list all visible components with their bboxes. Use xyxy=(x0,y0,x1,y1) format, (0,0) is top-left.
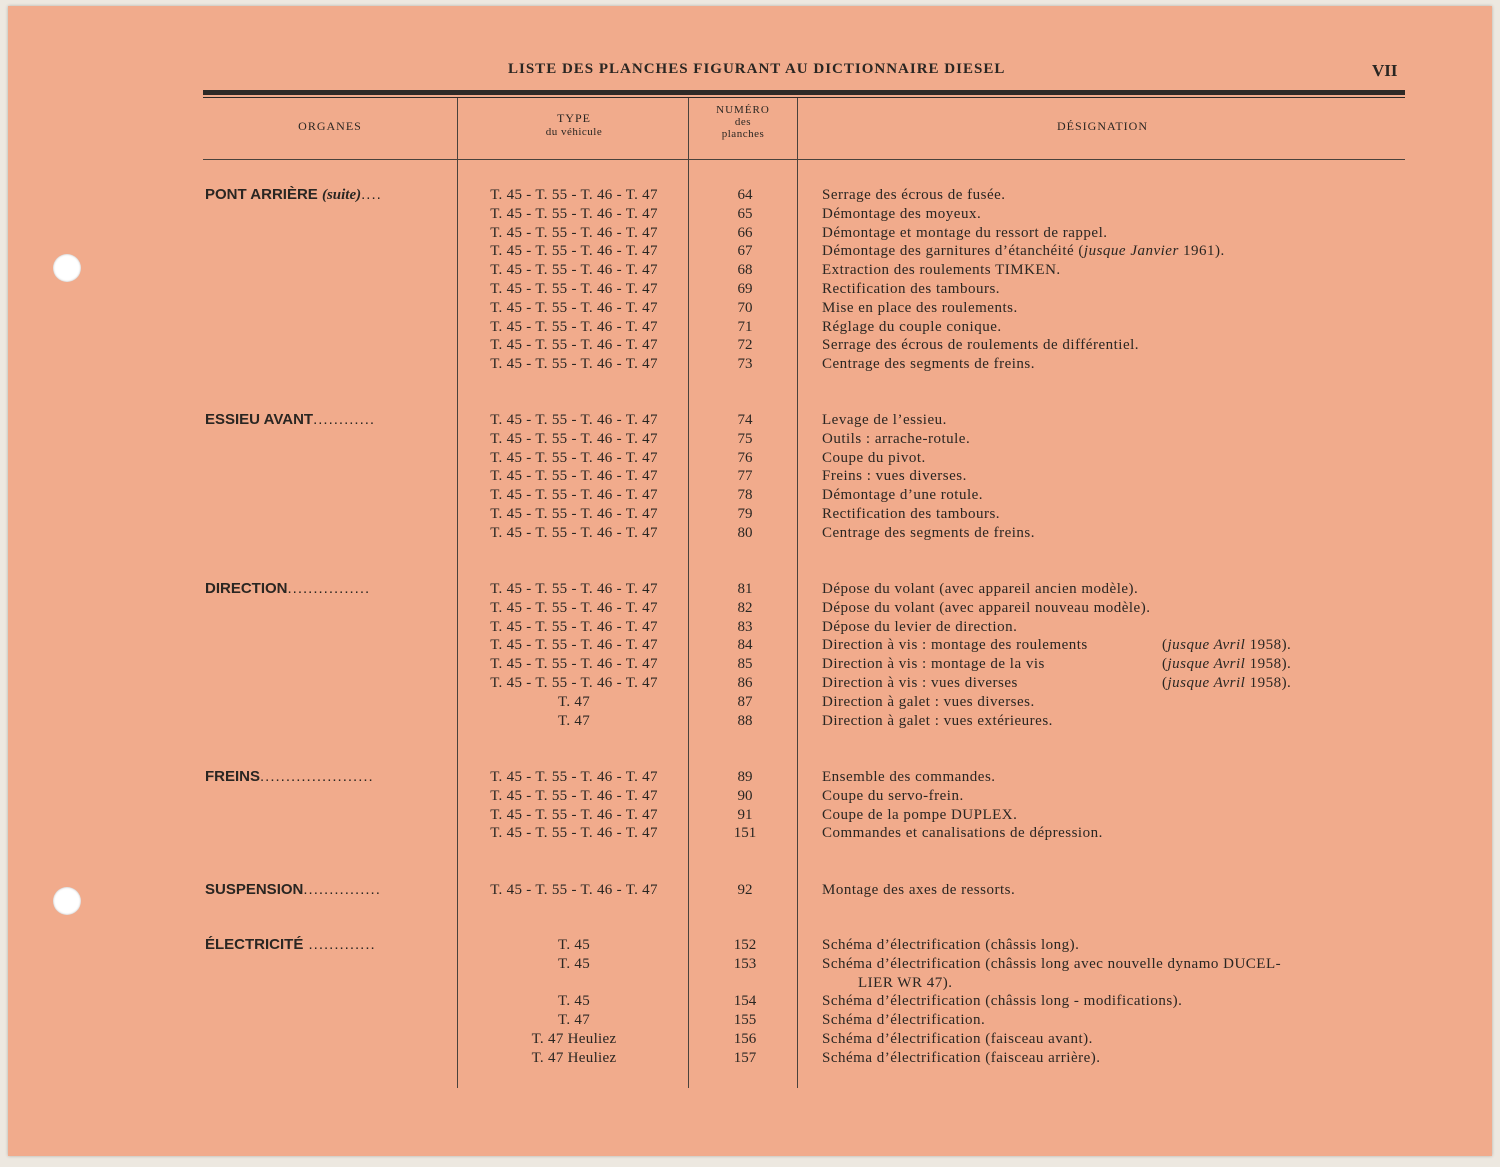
note-end: 1958). xyxy=(1245,637,1292,654)
organe-name: FREINS xyxy=(205,768,261,785)
planche-number: 69 xyxy=(737,281,753,297)
leader-dots: ............ xyxy=(313,411,376,428)
note-open: ( xyxy=(1162,656,1168,673)
designation: Direction à galet : vues diverses. xyxy=(822,693,1035,710)
vehicle-type: T. 45 - T. 55 - T. 46 - T. 47 xyxy=(490,618,658,635)
planche-number: 91 xyxy=(737,806,753,823)
planche-number: 78 xyxy=(737,487,753,504)
planche-number: 90 xyxy=(737,787,753,804)
designation: Levage de l’essieu. xyxy=(822,412,947,428)
designation: Rectification des tambours. xyxy=(822,281,1001,297)
planche-number: 88 xyxy=(737,712,753,729)
column-header-numero: NUMÉRO des planches xyxy=(716,104,770,140)
planche-number: 67 xyxy=(737,243,753,260)
note-italic: jusque Avril xyxy=(1167,656,1246,673)
table-row xyxy=(0,806,1500,825)
planche-number: 77 xyxy=(737,468,753,485)
vehicle-type: T. 45 - T. 55 - T. 46 - T. 47 xyxy=(490,262,658,279)
designation: Démontage d’une rotule. xyxy=(822,487,984,504)
designation: Direction à vis : vues diverses xyxy=(822,675,1018,691)
designation: Schéma d’électrification. xyxy=(822,1012,986,1029)
vehicle-type: T. 45 - T. 55 - T. 46 - T. 47 xyxy=(490,224,658,241)
organe-name: ESSIEU AVANT xyxy=(205,411,314,428)
vehicle-type: T. 45 - T. 55 - T. 46 - T. 47 xyxy=(490,637,658,654)
designation: Direction à galet : vues extérieures. xyxy=(822,712,1053,729)
table-row xyxy=(0,1049,1500,1068)
table-row xyxy=(0,824,1500,843)
vehicle-type: T. 45 - T. 55 - T. 46 - T. 47 xyxy=(490,675,658,691)
table-row xyxy=(0,186,1500,205)
vehicle-type: T. 45 - T. 55 - T. 46 - T. 47 xyxy=(490,281,658,297)
designation-continuation: LIER WR 47). xyxy=(858,974,953,991)
vehicle-type: T. 45 - T. 55 - T. 46 - T. 47 xyxy=(490,487,658,504)
designation: Démontage et montage du ressort de rappel. xyxy=(822,224,1108,241)
page-title: LISTE DES PLANCHES FIGURANT AU DICTIONNAIRE DIESEL xyxy=(508,61,1006,77)
vehicle-type: T. 45 - T. 55 - T. 46 - T. 47 xyxy=(490,412,658,428)
designation: Ensemble des commandes. xyxy=(822,769,996,785)
planche-number: 79 xyxy=(737,506,753,522)
designation: Centrage des segments de freins. xyxy=(822,524,1036,541)
table-row xyxy=(0,618,1500,637)
designation: Montage des axes de ressorts. xyxy=(822,882,1016,898)
date-note xyxy=(1162,636,1291,655)
vehicle-type: T. 45 xyxy=(557,937,591,953)
leader-dots: .... xyxy=(361,186,382,203)
planche-number: 154 xyxy=(733,993,757,1010)
planche-number: 64 xyxy=(737,187,753,203)
leader-dots: ................ xyxy=(287,580,371,597)
designation: Schéma d’électrification (châssis long - modifications). xyxy=(822,993,1183,1010)
note-italic: jusque Janvier xyxy=(1083,243,1179,260)
table-row xyxy=(0,936,1500,955)
vehicle-type: T. 47 xyxy=(557,1012,591,1029)
table-row xyxy=(0,205,1500,224)
planche-number: 68 xyxy=(737,262,753,279)
organe-name: DIRECTION xyxy=(205,580,288,597)
vehicle-type: T. 45 - T. 55 - T. 46 - T. 47 xyxy=(490,318,658,335)
vehicle-type: T. 47 Heuliez xyxy=(531,1031,617,1047)
planche-number: 80 xyxy=(737,524,753,541)
table-row xyxy=(0,768,1500,787)
planche-number: 153 xyxy=(733,955,757,972)
vehicle-type: T. 45 - T. 55 - T. 46 - T. 47 xyxy=(490,430,658,447)
table-row xyxy=(0,881,1500,900)
column-header-organes: ORGANES xyxy=(298,119,362,133)
table-row xyxy=(0,224,1500,243)
planche-number: 76 xyxy=(737,449,753,466)
vehicle-type: T. 45 - T. 55 - T. 46 - T. 47 xyxy=(490,205,658,222)
designation: Dépose du volant (avec appareil ancien modèle). xyxy=(822,581,1139,597)
table-row xyxy=(0,318,1500,337)
vehicle-type: T. 47 xyxy=(557,693,591,710)
table-row xyxy=(0,336,1500,355)
table-row xyxy=(0,1011,1500,1030)
table-row xyxy=(0,693,1500,712)
vehicle-type: T. 45 - T. 55 - T. 46 - T. 47 xyxy=(490,769,658,785)
note-end: 1961). xyxy=(1178,243,1225,260)
header-rule-thin xyxy=(203,97,1405,98)
planche-number: 84 xyxy=(737,637,753,654)
column-header-rule xyxy=(203,159,1405,160)
table-row xyxy=(0,787,1500,806)
vehicle-type: T. 47 Heuliez xyxy=(531,1049,617,1066)
note-open: ( xyxy=(1162,637,1168,654)
table-row xyxy=(0,674,1500,693)
vehicle-type: T. 45 - T. 55 - T. 46 - T. 47 xyxy=(490,581,658,597)
planche-number: 66 xyxy=(737,224,753,241)
designation: Commandes et canalisations de dépression. xyxy=(822,825,1103,842)
planche-number: 71 xyxy=(737,318,753,335)
table-row xyxy=(0,712,1500,731)
table-row xyxy=(0,955,1500,974)
vehicle-type: T. 45 - T. 55 - T. 46 - T. 47 xyxy=(490,656,658,673)
designation: Rectification des tambours. xyxy=(822,506,1001,522)
designation: Serrage des écrous de fusée. xyxy=(822,187,1006,203)
designation: Coupe de la pompe DUPLEX. xyxy=(822,806,1018,823)
designation: Réglage du couple conique. xyxy=(822,318,1002,335)
designation: Direction à vis : montage des roulements xyxy=(822,637,1088,654)
vehicle-type: T. 45 - T. 55 - T. 46 - T. 47 xyxy=(490,356,658,373)
date-note xyxy=(1162,674,1291,693)
planche-number: 70 xyxy=(737,299,753,316)
table-row xyxy=(0,599,1500,618)
table-row xyxy=(0,992,1500,1011)
vehicle-type: T. 45 - T. 55 - T. 46 - T. 47 xyxy=(490,599,658,616)
note-italic: jusque Avril xyxy=(1167,675,1246,691)
leader-dots: ............... xyxy=(303,881,381,898)
header-rule-thick xyxy=(203,90,1405,95)
table-row xyxy=(0,580,1500,599)
planche-number: 157 xyxy=(733,1049,757,1066)
note-end: 1958). xyxy=(1245,675,1292,691)
table-row xyxy=(0,524,1500,543)
page-number: VII xyxy=(1372,61,1398,80)
table-row xyxy=(0,1030,1500,1049)
designation: Schéma d’électrification (faisceau avant). xyxy=(822,1031,1093,1047)
vehicle-type: T. 45 - T. 55 - T. 46 - T. 47 xyxy=(490,243,658,260)
designation: Dépose du volant (avec appareil nouveau modèle). xyxy=(822,599,1151,616)
vehicle-type: T. 45 - T. 55 - T. 46 - T. 47 xyxy=(490,449,658,466)
note-end: 1958). xyxy=(1245,656,1292,673)
designation: Serrage des écrous de roulements de différentiel. xyxy=(822,337,1140,354)
vehicle-type: T. 45 xyxy=(557,955,591,972)
note-italic: jusque Avril xyxy=(1167,637,1246,654)
leader-dots: ............. xyxy=(303,936,376,953)
table-row xyxy=(0,505,1500,524)
designation: Centrage des segments de freins. xyxy=(822,356,1036,373)
designation: Démontage des garnitures d’étanchéité (jusque Janvier 1961). xyxy=(822,243,1225,260)
vehicle-type: T. 45 - T. 55 - T. 46 - T. 47 xyxy=(490,187,658,203)
table-row xyxy=(0,299,1500,318)
planche-number: 73 xyxy=(737,356,753,373)
table-row xyxy=(0,430,1500,449)
vehicle-type: T. 45 - T. 55 - T. 46 - T. 47 xyxy=(490,524,658,541)
designation: Direction à vis : montage de la vis xyxy=(822,656,1045,673)
organe-name: ÉLECTRICITÉ xyxy=(205,936,304,953)
table-row xyxy=(0,280,1500,299)
vehicle-type: T. 45 xyxy=(557,993,591,1010)
organe-name: PONT ARRIÈRE xyxy=(205,186,318,203)
table-row xyxy=(0,467,1500,486)
planche-number: 82 xyxy=(737,599,753,616)
vehicle-type: T. 45 - T. 55 - T. 46 - T. 47 xyxy=(490,806,658,823)
planche-number: 72 xyxy=(737,337,753,354)
designation: Schéma d’électrification (châssis long avec nouvelle dynamo DUCEL- xyxy=(822,955,1282,972)
column-header-designation: DÉSIGNATION xyxy=(1057,119,1148,133)
planche-number: 74 xyxy=(737,412,753,428)
vehicle-type: T. 45 - T. 55 - T. 46 - T. 47 xyxy=(490,299,658,316)
designation: Mise en place des roulements. xyxy=(822,299,1018,316)
designation: Freins : vues diverses. xyxy=(822,468,967,485)
planche-number: 92 xyxy=(737,882,753,898)
table-row xyxy=(0,449,1500,468)
planche-number: 87 xyxy=(737,693,753,710)
vehicle-type: T. 45 - T. 55 - T. 46 - T. 47 xyxy=(490,882,658,898)
designation: Démontage des moyeux. xyxy=(822,205,982,222)
planche-number: 156 xyxy=(733,1031,757,1047)
designation: Extraction des roulements TIMKEN. xyxy=(822,262,1061,279)
table-row xyxy=(0,261,1500,280)
planche-number: 83 xyxy=(737,618,753,635)
organe-name: SUSPENSION xyxy=(205,881,304,898)
leader-dots: ...................... xyxy=(260,768,374,785)
vehicle-type: T. 45 - T. 55 - T. 46 - T. 47 xyxy=(490,506,658,522)
vehicle-type: T. 45 - T. 55 - T. 46 - T. 47 xyxy=(490,337,658,354)
planche-number: 65 xyxy=(737,205,753,222)
table-row xyxy=(0,655,1500,674)
date-note xyxy=(1162,655,1291,674)
designation: Schéma d’électrification (châssis long). xyxy=(822,937,1080,953)
table-row xyxy=(0,636,1500,655)
designation: Outils : arrache-rotule. xyxy=(822,430,971,447)
column-header-type: TYPE du véhicule xyxy=(545,111,603,138)
vehicle-type: T. 47 xyxy=(557,712,591,729)
vehicle-type: T. 45 - T. 55 - T. 46 - T. 47 xyxy=(490,825,658,842)
table-row-continuation xyxy=(0,974,1500,993)
organe-suite: (suite) xyxy=(321,187,362,203)
vehicle-type: T. 45 - T. 55 - T. 46 - T. 47 xyxy=(490,787,658,804)
vehicle-type: T. 45 - T. 55 - T. 46 - T. 47 xyxy=(490,468,658,485)
planche-number: 75 xyxy=(737,430,753,447)
designation: Dépose du levier de direction. xyxy=(822,618,1018,635)
planche-number: 81 xyxy=(737,581,753,597)
designation: Coupe du pivot. xyxy=(822,449,926,466)
planche-number: 89 xyxy=(737,769,753,785)
table-row xyxy=(0,242,1500,261)
planche-number: 85 xyxy=(737,656,753,673)
note-open: ( xyxy=(1162,675,1168,691)
designation: Coupe du servo-frein. xyxy=(822,787,964,804)
designation: Schéma d’électrification (faisceau arrière). xyxy=(822,1049,1101,1066)
table-row xyxy=(0,411,1500,430)
planche-number: 151 xyxy=(733,825,757,842)
table-row xyxy=(0,355,1500,374)
planche-number: 155 xyxy=(733,1012,757,1029)
planche-number: 152 xyxy=(733,937,757,953)
planche-number: 86 xyxy=(737,675,753,691)
table-row xyxy=(0,486,1500,505)
